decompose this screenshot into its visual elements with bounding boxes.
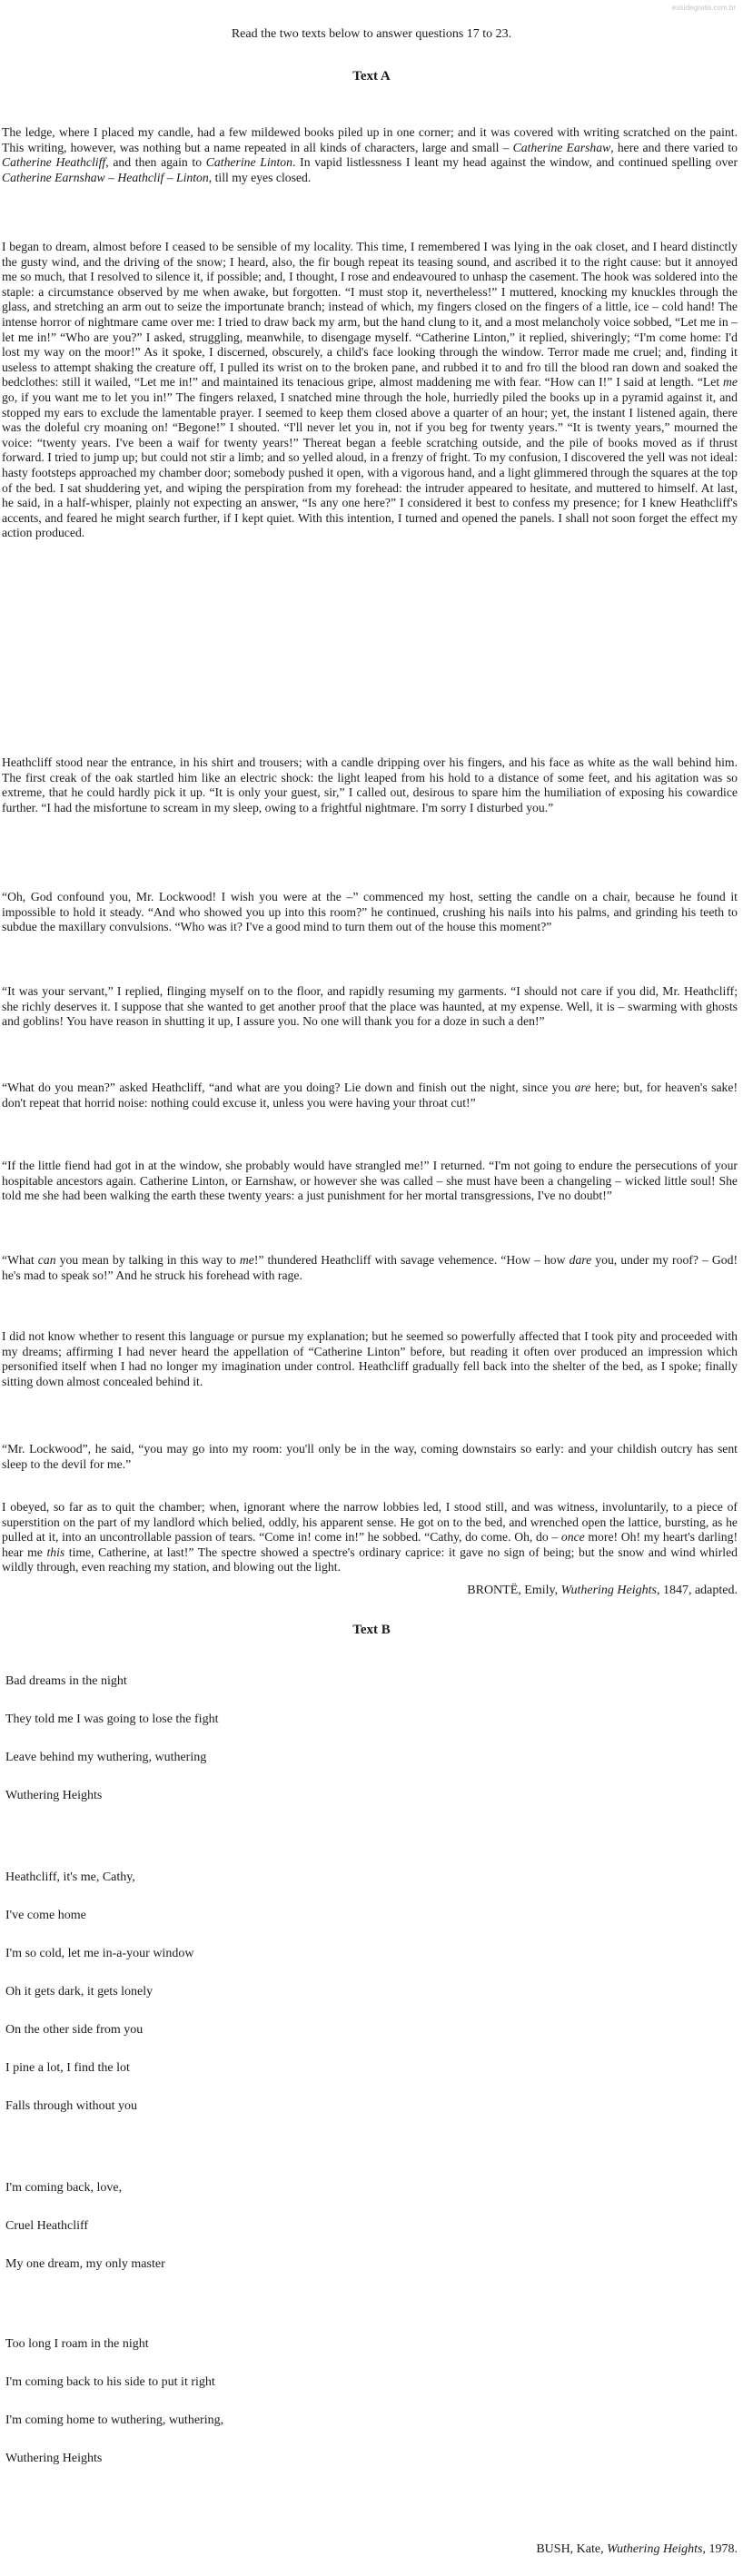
poem-line: Too long I roam in the night bbox=[5, 2337, 149, 2351]
poem-line: Falls through without you bbox=[5, 2099, 138, 2113]
text-a-paragraph: I obeyed, so far as to quit the chamber; when, ignorant where the narrow lobbies led, I stood still, and was witness, involuntarily, to a piece of superstition on the part of my landlord which belied, oddly, his apparent sense. He got on to the bed, and wrenched open the lattice, bursting, as he pulled at it, into an uncontrollable passion of tears. “Come in! come in!” he sobbed. “Cathy, do come. Oh, do – once more! Oh! my heart's darling! hear me this time, Catherine, at last!” The spectre showed a spectre's ordinary caprice: it gave no sign of being; but the snow and wind whirled wildly through, even reaching my station, and blowing out the light. bbox=[2, 1500, 738, 1574]
poem-line: My one dream, my only master bbox=[5, 2257, 165, 2271]
poem-line: Wuthering Heights bbox=[5, 1789, 103, 1802]
poem-line: Bad dreams in the night bbox=[5, 1674, 127, 1688]
text-a-paragraph: I did not know whether to resent this language or pursue my explanation; but he seemed so powerfully affected that I took pity and proceeded with my dreams; affirming I had never heard the appellation of “Catherine Linton” before, but reading it often over produced an impression which personified itself when I had no longer my imagination under control. Heathcliff gradually fell back into the shelter of the bed, as I spoke; finally sitting down almost concealed behind it. bbox=[2, 1329, 738, 1388]
text-b-citation: BUSH, Kate, Wuthering Heights, 1978. bbox=[536, 2542, 738, 2556]
poem-line: Heathcliff, it's me, Cathy, bbox=[5, 1870, 135, 1884]
poem-line: Oh it gets dark, it gets lonely bbox=[5, 1985, 154, 1999]
poem-line: I'm coming back, love, bbox=[5, 2181, 123, 2195]
instructions: Read the two texts below to answer questions 17 to 23. bbox=[231, 27, 512, 41]
text-a-paragraph: “It was your servant,” I replied, flinging myself on to the floor, and rapidly resuming my garments. “I should not care if you did, Mr. Heathcliff; she richly deserves it. I suppose that she wanted to get another proof that the place was haunted, at my expense. Well, it is – swarming with ghosts and goblins! You have reason in shutting it up, I assure you. No one will thank you for a doze in such a den!” bbox=[2, 984, 738, 1029]
poem-line: Wuthering Heights bbox=[5, 2452, 103, 2465]
poem-line: I've come home bbox=[5, 1909, 86, 1922]
poem-line: Cruel Heathcliff bbox=[5, 2219, 89, 2233]
poem-line: I'm coming back to his side to put it right bbox=[5, 2375, 215, 2389]
watermark: estudegratis.com.br bbox=[671, 4, 736, 12]
text-a-paragraph: “Oh, God confound you, Mr. Lockwood! I wish you were at the –” commenced my host, setting the candle on a chair, because he found it impossible to hold it steady. “And who showed you up into this room?” he continued, crushing his nails into his palms, and grinding his teeth to subdue the maxillary convulsions. “Who was it? I've a good mind to turn them out of the house this moment?” bbox=[2, 890, 738, 934]
text-a-paragraph: I began to dream, almost before I ceased to be sensible of my locality. This time, I remembered I was lying in the oak closet, and I heard distinctly the gusty wind, and the driving of the snow; I heard, also, the fir bough repeat its teasing sound, and ascribed it to the right cause: but it annoyed me so much, that I resolved to silence it, if possible; and, I thought, I rose and endeavoured to unhasp the casement. The hook was soldered into the staple: a circumstance observed by me when awake, but forgotten. “I must stop it, nevertheless!” I muttered, knocking my knuckles through the glass, and stretching an arm out to seize the importunate branch; instead of which, my fingers closed on the fingers of a little, ice – cold hand! The intense horror of nightmare came over me: I tried to draw back my arm, but the hand clung to it, and a most melancholy voice sobbed, “Let me in – let me in!” “Who are you?” I asked, struggling, meanwhile, to disengage myself. “Catherine Linton,” it replied, shiveringly; “I'm come home: I'd lost my way on the moor!” As it spoke, I discerned, obscurely, a child's face looking through the window. Terror made me cruel; and, finding it useless to attempt shaking the creature off, I pulled its wrist on to the broken pane, and rubbed it to and fro till the blood ran down and soaked the bedclothes: still it wailed, “Let me in!” and maintained its tenacious gripe, almost maddening me with fear. “How can I!” I said at length. “Let me go, if you want me to let you in!” The fingers relaxed, I snatched mine through the hole, hurriedly piled the books up in a pyramid against it, and stopped my ears to exclude the lamentable prayer. I seemed to keep them closed above a quarter of an hour; yet, the instant I listened again, there was the doleful cry moaning on! “Begone!” I shouted. “I'll never let you in, not if you beg for twenty years.” “It is twenty years,” mourned the voice: “twenty years. I've been a waif for twenty years!” Thereat began a feeble scratching outside, and the pile of books moved as if thrust forward. I tried to jump up; but could not stir a limb; and so yelled aloud, in a frenzy of fright. To my confusion, I discovered the yell was not ideal: hasty footsteps approached my chamber door; somebody pushed it open, with a vigorous hand, and a light glimmered through the squares at the top of the bed. I sat shuddering yet, and wiping the perspiration from my forehead: the intruder appeared to hesitate, and muttered to himself. At last, he said, in a half-whisper, plainly not expecting an answer, “Is any one here?” I considered it best to confess my presence; for I knew Heathcliff's accents, and feared he might search further, if I kept quiet. With this intention, I turned and opened the panels. I shall not soon forget the effect my action produced. bbox=[2, 240, 738, 540]
text-a-heading: Text A bbox=[352, 69, 391, 84]
text-a-paragraph: “What do you mean?” asked Heathcliff, “and what are you doing? Lie down and finish out the night, since you are here; but, for heaven's sake! don't repeat that horrid noise: nothing could excuse it, unless you were having your throat cut!” bbox=[2, 1081, 738, 1110]
text-a-citation: BRONTË, Emily, Wuthering Heights, 1847, adapted. bbox=[467, 1584, 738, 1597]
poem-line: I pine a lot, I find the lot bbox=[5, 2061, 130, 2075]
poem-line: I'm coming home to wuthering, wuthering, bbox=[5, 2413, 224, 2427]
text-a-paragraph: Heathcliff stood near the entrance, in his shirt and trousers; with a candle dripping over his fingers, and his face as white as the wall behind him. The first creak of the oak startled him like an electric shock: the light leaped from his hold to a distance of some feet, and his agitation was so extreme, that he could hardly pick it up. “It is only your guest, sir,” I called out, desirous to spare him the humiliation of exposing his cowardice further. “I had the misfortune to scream in my sleep, owing to a frightful nightmare. I'm sorry I disturbed you.” bbox=[2, 755, 738, 814]
poem-line: On the other side from you bbox=[5, 2023, 144, 2037]
poem-line: They told me I was going to lose the fight bbox=[5, 1712, 219, 1726]
text-a-paragraph: “Mr. Lockwood”, he said, “you may go into my room: you'll only be in the way, coming downstairs so early: and your childish outcry has sent sleep to the devil for me.” bbox=[2, 1442, 738, 1471]
text-a-paragraph: “What can you mean by talking in this way to me!” thundered Heathcliff with savage vehemence. “How – how dare you, under my roof? – God! he's mad to speak so!” And he struck his forehead with rage. bbox=[2, 1253, 738, 1282]
poem-line: I'm so cold, let me in-a-your window bbox=[5, 1947, 194, 1960]
text-a-paragraph: “If the little fiend had got in at the window, she probably would have strangled me!” I returned. “I'm not going to endure the persecutions of your hospitable ancestors again. Catherine Linton, or Earnshaw, or however she was called – she must have been a changeling – wicked little soul! She told me she had been walking the earth these twenty years: a just punishment for her mortal transgressions, I've no doubt!” bbox=[2, 1159, 738, 1203]
text-b-heading: Text B bbox=[352, 1623, 391, 1637]
text-a-paragraph: The ledge, where I placed my candle, had a few mildewed books piled up in one corner; and it was covered with writing scratched on the paint. This writing, however, was nothing but a name repeated in all kinds of characters, large and small – Catherine Earshaw, here and there varied to Catherine Heathcliff, and then again to Catherine Linton. In vapid listlessness I leant my head against the window, and continued spelling over Catherine Earnshaw – Heathclif – Linton, till my eyes closed. bbox=[2, 125, 738, 184]
poem-line: Leave behind my wuthering, wuthering bbox=[5, 1751, 207, 1764]
